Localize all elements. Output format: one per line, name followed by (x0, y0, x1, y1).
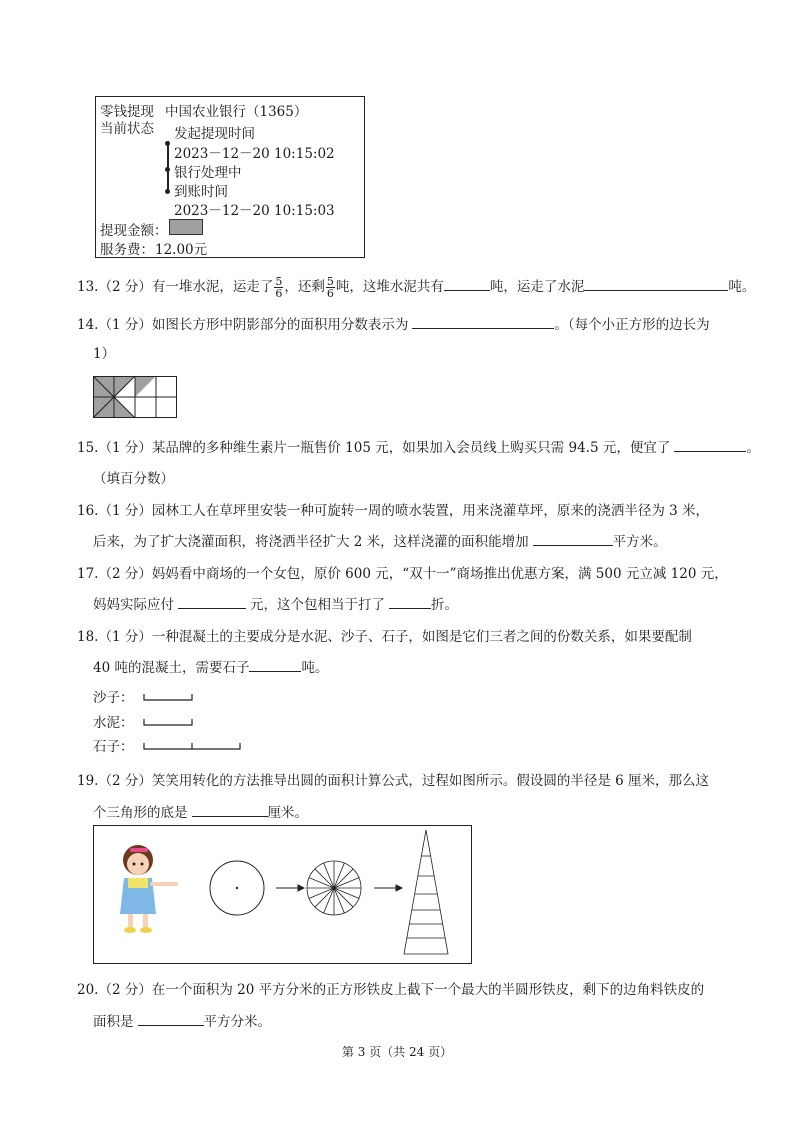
question-20-line2 (93, 1010, 271, 1030)
q16-text: 后来，为了扩大浇灌面积，将浇洒半径扩大 2 米，这样浇灌的面积能增加 (93, 534, 529, 550)
question-15 (77, 436, 760, 456)
circle-sectors (307, 861, 361, 915)
receipt-step-start: 发起提现时间 (174, 126, 255, 142)
question-20: 20.（2 分）在一个面积为 20 平方分米的正方形铁皮上截下一个最大的半圆形铁皮，剩下的边角料铁皮的 (77, 982, 705, 998)
answer-blank[interactable] (138, 1013, 204, 1026)
q18-text: 40 吨的混凝土，需要石子 (93, 660, 250, 676)
question-17-line2 (93, 593, 458, 613)
girl-illustration (120, 845, 176, 933)
receipt-label-withdraw: 零钱提现 (100, 104, 154, 120)
q19-text: 个三角形的底是 (93, 805, 188, 821)
q15-text: 15.（1 分）某品牌的多种维生素片一瓶售价 105 元，如果加入会员线上购买只需 94.5 元，便宜了 (77, 440, 671, 456)
receipt-step-arrival: 到账时间 (174, 184, 228, 200)
answer-blank[interactable] (192, 804, 268, 817)
q13-fraction-1 (274, 276, 283, 299)
answer-blank[interactable] (674, 439, 746, 452)
q13-mid3: 吨，运走了水泥 (489, 279, 585, 295)
answer-blank[interactable] (533, 533, 613, 546)
fraction-denominator: 6 (275, 287, 283, 300)
timeline-dot (165, 141, 170, 146)
receipt-fee-label: 服务费： (100, 242, 154, 258)
q17-text-end: 折。 (431, 597, 458, 613)
q15-text-end: 。 (746, 440, 760, 456)
q18-text-end: 吨。 (301, 660, 329, 676)
question-16-line2 (93, 530, 667, 550)
q13-fraction-2 (326, 276, 335, 299)
fraction-denominator: 6 (326, 287, 334, 300)
shaded-triangle (135, 376, 156, 397)
q13-suffix: 吨。 (728, 279, 756, 295)
q14-text: 14.（1 分）如图长方形中阴影部分的面积用分数表示为 (77, 317, 409, 333)
receipt-fee-value: 12.00元 (155, 242, 208, 258)
segment-bars (140, 688, 250, 752)
q16-text-end: 平方米。 (612, 534, 667, 550)
answer-blank[interactable] (412, 316, 554, 329)
circle-center (236, 887, 238, 889)
receipt-time-arrival: 2023－12－20 10:15:03 (174, 203, 335, 219)
q17-text-mid: 元，这个包相当于打了 (250, 597, 385, 613)
question-17: 17.（2 分）妈妈看中商场的一个女包，原价 600 元，“双十一”商场推出优惠方案，满 500 元立减 120 元， (77, 566, 728, 582)
answer-blank[interactable] (389, 596, 431, 609)
timeline-dot (165, 167, 170, 172)
fraction-numerator: 5 (275, 275, 283, 288)
q20-text: 面积是 (93, 1014, 134, 1030)
question-18-line2 (93, 656, 328, 676)
circle-transformation-diagram (94, 826, 470, 962)
page-footer: 第 3 页（共 24 页） (341, 1045, 453, 1059)
amount-hidden-box (169, 219, 203, 235)
arrow-icon (276, 885, 304, 891)
timeline-dot (165, 189, 170, 194)
q20-text-end: 平方分米。 (203, 1014, 271, 1030)
q13-mid1: ，还剩 (284, 279, 325, 295)
label-cement: 水泥： (93, 715, 134, 731)
receipt-amount-label: 提现金额： (100, 223, 168, 239)
sand-segment (144, 694, 192, 700)
cement-segment (144, 719, 192, 725)
label-sand: 沙子： (93, 690, 134, 706)
stone-segment (144, 743, 240, 749)
q13-mid2: 吨，这堆水泥共有 (335, 279, 444, 295)
q15-line2: （填百分数） (93, 471, 174, 487)
receipt-time-start: 2023－12－20 10:15:02 (174, 146, 335, 162)
question-19: 19.（2 分）笑笑用转化的方法推导出圆的面积计算公式，过程如图所示。假设圆的半径是 6 厘米，那么这 (77, 773, 710, 789)
q14-grid-figure (93, 376, 177, 418)
q14-line2: 1） (93, 346, 116, 362)
q17-text: 妈妈实际应付 (93, 597, 174, 613)
question-16: 16.（1 分）园林工人在草坪里安装一种可旋转一周的喷水装置，用来浇灌草坪，原来的浇洒半径为 3 米， (77, 503, 710, 519)
receipt-label-status: 当前状态 (100, 121, 154, 137)
label-stone: 石子： (93, 739, 134, 755)
question-19-line2 (93, 801, 308, 821)
fraction-numerator: 5 (326, 275, 334, 288)
answer-blank[interactable] (249, 659, 301, 672)
arrow-icon (374, 885, 402, 891)
question-18: 18.（1 分）一种混凝土的主要成分是水泥、沙子、石子，如图是它们三者之间的份数关系，如果要配制 (77, 629, 692, 645)
answer-blank[interactable] (584, 278, 728, 291)
q19-text-end: 厘米。 (267, 805, 308, 821)
triangle-assembly (404, 830, 448, 954)
q14-text-end: 。（每个小正方形的边长为 (554, 317, 710, 333)
answer-blank[interactable] (178, 596, 246, 609)
receipt-step-processing: 银行处理中 (174, 165, 242, 181)
q13-prefix: 13.（2 分）有一堆水泥，运走了 (77, 279, 274, 295)
question-14 (77, 313, 710, 333)
receipt-bank: 中国农业银行（1365） (165, 104, 308, 120)
withdrawal-receipt (95, 96, 365, 258)
q19-figure (93, 825, 472, 964)
answer-blank[interactable] (444, 278, 490, 291)
question-13 (77, 275, 755, 299)
